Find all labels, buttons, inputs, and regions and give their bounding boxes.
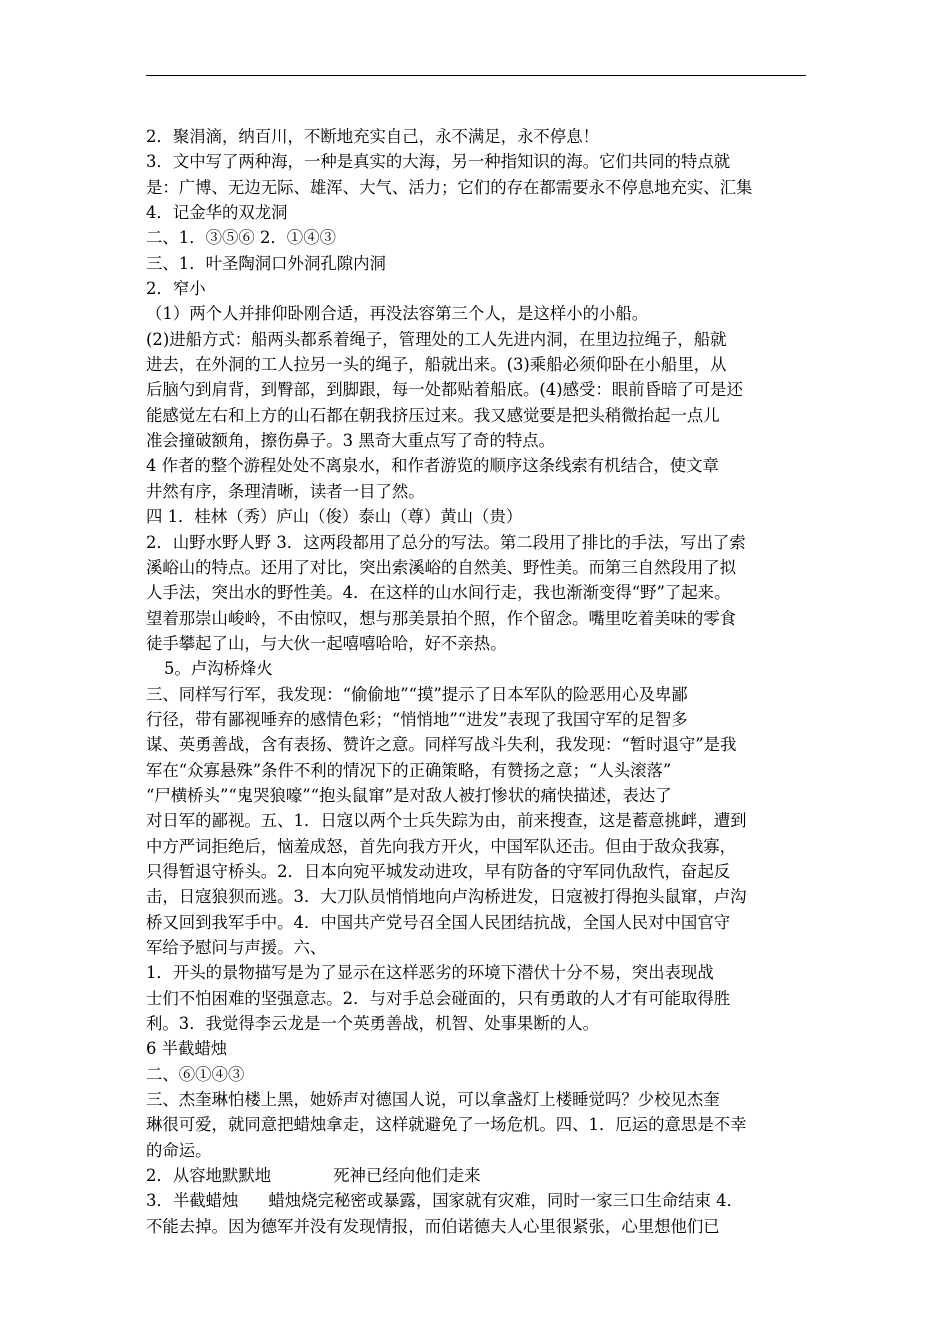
- text-line: 1．开头的景物描写是为了显示在这样恶劣的环境下潜伏十分不易，突出表现战: [146, 963, 714, 983]
- text-line: 望着那崇山峻岭，不由惊叹，想与那美景拍个照，作个留念。嘴里吃着美味的零食: [146, 608, 737, 628]
- text-line: 三、杰奎琳怕楼上黑，她娇声对德国人说，可以拿盏灯上楼睡觉吗？少校见杰奎: [146, 1090, 720, 1110]
- text-line: 利。3．我觉得李云龙是一个英勇善战，机智、处事果断的人。: [146, 1014, 599, 1034]
- text-line: 对日军的鄙视。五、1．日寇以两个士兵失踪为由，前来搜查，这是蓄意挑衅，遭到: [146, 811, 747, 831]
- text-line-pair: [146, 1163, 810, 1188]
- text-line: 击，日寇狼狈而逃。3．大刀队员悄悄地向卢沟桥进发，日寇被打得抱头鼠窜，卢沟: [146, 887, 747, 907]
- text-line: 二、1．③⑤⑥ 2．①④③: [146, 228, 336, 248]
- text-line: 2．山野水野人野 3．这两段都用了总分的写法。第二段用了排比的手法，写出了索: [146, 532, 746, 552]
- text-line: 中方严词拒绝后，恼羞成怒，首先向我方开火，中国军队还击。但由于敌众我寡，: [146, 836, 737, 856]
- text-segment: 死神已经向他们走来: [333, 1166, 481, 1186]
- header-rule: [146, 75, 806, 76]
- text-segment: 蜡烛烧完秘密或暴露，国家就有灾难，同时一家三口生命结束 4．: [268, 1191, 743, 1211]
- text-line: 准会撞破额角，擦伤鼻子。3 黑奇大重点写了奇的特点。: [146, 431, 556, 451]
- section-heading: 6 半截蜡烛: [146, 1039, 228, 1059]
- text-line: 4．记金华的双龙洞: [146, 203, 288, 223]
- text-line: 4 作者的整个游程处处不离泉水，和作者游览的顺序这条线索有机结合，使文章: [146, 456, 719, 476]
- text-line: 三、同样写行军，我发现：“偷偷地”“摸”提示了日本军队的险恶用心及卑鄙: [146, 684, 688, 704]
- text-line: 能感觉左右和上方的山石都在朝我挤压过来。我又感觉要是把头稍微抬起一点儿: [146, 405, 720, 425]
- text-line: 不能去掉。因为德军并没有发现情报，而伯诺德夫人心里很紧张，心里想他们已: [146, 1216, 720, 1236]
- text-line: 后脑勺到肩背，到臀部，到脚跟，每一处都贴着船底。(4)感受：眼前昏暗了可是还: [146, 380, 743, 400]
- text-line: (2)进船方式：船两头都系着绳子，管理处的工人先进内洞，在里边拉绳子，船就: [146, 329, 727, 349]
- text-line: 谋、英勇善战，含有表扬、赞许之意。同样写战斗失利，我发现：“暂时退守”是我: [146, 735, 737, 755]
- section-heading: 5。卢沟桥烽火: [164, 659, 273, 679]
- text-line: （1）两个人并排仰卧刚合适，再没法容第三个人，是这样小的小船。: [146, 304, 649, 324]
- text-line: 琳很可爱，就同意把蜡烛拿走，这样就避免了一场危机。四、1．厄运的意思是不幸: [146, 1115, 747, 1135]
- text-segment: 2．从容地默默地: [146, 1166, 272, 1186]
- text-line: 只得暂退守桥头。2．日本向宛平城发动进攻，早有防备的守军同仇敌忾，奋起反: [146, 861, 731, 881]
- text-line: 溪峪山的特点。还用了对比，突出索溪峪的自然美、野性美。而第三自然段用了拟: [146, 557, 737, 577]
- text-line: 人手法，突出水的野性美。4．在这样的山水间行走，我也渐渐变得“野”了起来。: [146, 583, 731, 603]
- text-line-pair: [146, 1188, 810, 1213]
- text-line: 2．窄小: [146, 279, 206, 299]
- text-line: 军在“众寡悬殊”条件不利的情况下的正确策略，有赞扬之意；“人头滚落”: [146, 760, 672, 780]
- text-line: 三、1．叶圣陶洞口外洞孔隙内洞: [146, 253, 386, 273]
- text-line: 的命运。: [146, 1140, 212, 1160]
- text-line: 行径，带有鄙视唾弃的感情色彩；“悄悄地”“进发”表现了我国守军的足智多: [146, 709, 688, 729]
- text-line: 是：广博、无边无际、雄浑、大气、活力；它们的存在都需要永不停息地充实、汇集: [146, 177, 753, 197]
- text-line: 军给予慰问与声援。六、: [146, 938, 327, 957]
- text-line: 2．聚涓滴，纳百川，不断地充实自己，永不满足，永不停息！: [146, 127, 599, 146]
- text-line: “尸横桥头”“鬼哭狼嚎”“抱头鼠窜”是对敌人被打惨状的痛快描述，表达了: [146, 785, 672, 805]
- text-line: 3．文中写了两种海，一种是真实的大海，另一种指知识的海。它们共同的特点就: [146, 152, 731, 172]
- text-line: 徒手攀起了山，与大伙一起嘻嘻哈哈，好不亲热。: [146, 633, 507, 653]
- text-line: 四 1．桂林（秀）庐山（俊）泰山（尊）黄山（贵）: [146, 507, 523, 527]
- text-segment: 3．半截蜡烛: [146, 1191, 239, 1211]
- document-body: [146, 124, 810, 1239]
- text-line: 士们不怕困难的坚强意志。2．与对手总会碰面的，只有勇敢的人才有可能取得胜: [146, 988, 731, 1008]
- text-line: 进去，在外洞的工人拉另一头的绳子，船就出来。(3)乘船必须仰卧在小船里，从: [146, 355, 727, 375]
- text-line: 二、⑥①④③: [146, 1064, 245, 1084]
- text-line: 井然有序，条理清晰，读者一目了然。: [146, 481, 425, 501]
- text-line: 桥又回到我军手中。4．中国共产党号召全国人民团结抗战，全国人民对中国官守: [146, 912, 731, 932]
